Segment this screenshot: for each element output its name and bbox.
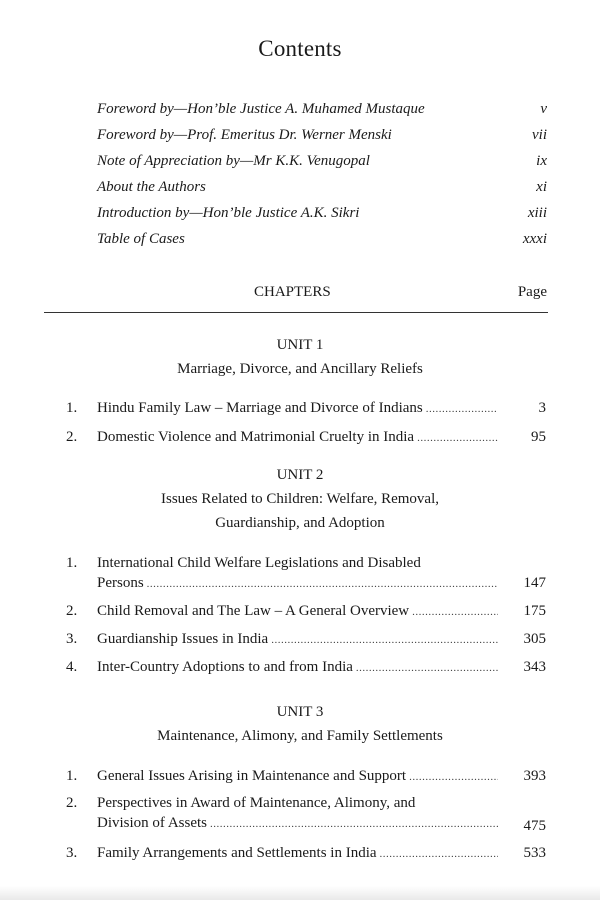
chapter-title: Child Removal and The Law – A General Overview bbox=[97, 603, 410, 619]
chapter-title: Hindu Family Law – Marriage and Divorce of Indians bbox=[97, 400, 423, 416]
dot-leader bbox=[426, 398, 498, 419]
unit-subtitle: Issues Related to Children: Welfare, Removal, bbox=[160, 491, 440, 507]
chapter-title: Family Arrangements and Settlements in India bbox=[97, 845, 377, 861]
chapter-page: 343 bbox=[523, 659, 546, 675]
dot-leader bbox=[271, 629, 498, 650]
chapter-page: 3 bbox=[538, 400, 546, 416]
front-matter-label: Introduction by—Hon’ble Justice A.K. Sikri bbox=[97, 205, 360, 221]
chapter-number: 2. bbox=[66, 603, 78, 619]
page-title: Contents bbox=[258, 36, 342, 61]
dot-leader bbox=[210, 813, 498, 834]
chapter-number: 1. bbox=[66, 400, 78, 416]
front-matter-item[interactable] bbox=[97, 96, 547, 122]
front-matter-label: Foreword by—Hon’ble Justice A. Muhamed Mustaque bbox=[97, 101, 425, 117]
unit-heading bbox=[0, 700, 600, 748]
chapter-page: 95 bbox=[531, 429, 546, 445]
front-matter-item[interactable] bbox=[97, 174, 547, 200]
front-matter-page: v bbox=[540, 101, 547, 117]
front-matter-item[interactable] bbox=[97, 148, 547, 174]
front-matter-label: Foreword by—Prof. Emeritus Dr. Werner Menski bbox=[97, 127, 392, 143]
front-matter-item[interactable] bbox=[97, 226, 547, 252]
chapter-page: 533 bbox=[523, 845, 546, 861]
unit-title: UNIT 3 bbox=[276, 704, 324, 720]
front-matter-label: About the Authors bbox=[97, 179, 206, 195]
page-edge-shadow bbox=[0, 886, 600, 900]
chapter-page: 147 bbox=[523, 575, 546, 591]
unit-heading bbox=[0, 463, 600, 535]
front-matter-page: xiii bbox=[527, 205, 547, 221]
page-column-label: Page bbox=[517, 284, 547, 300]
unit-subtitle: Maintenance, Alimony, and Family Settlements bbox=[157, 728, 443, 744]
chapter-number: 1. bbox=[66, 555, 78, 571]
chapter-title: Inter-Country Adoptions to and from India bbox=[97, 659, 353, 675]
chapter-title: Division of Assets bbox=[97, 815, 208, 831]
chapter-title: Guardianship Issues in India bbox=[97, 631, 269, 647]
chapter-page: 475 bbox=[523, 818, 546, 834]
chapter-page: 305 bbox=[523, 631, 546, 647]
dot-leader bbox=[417, 427, 498, 448]
front-matter-item[interactable] bbox=[97, 200, 547, 226]
chapter-page: 393 bbox=[523, 768, 546, 784]
chapter-number: 2. bbox=[66, 429, 78, 445]
chapter-title: International Child Welfare Legislations and Disabled bbox=[97, 555, 421, 571]
chapter-page: 175 bbox=[523, 603, 546, 619]
dot-leader bbox=[412, 601, 498, 622]
front-matter-label: Table of Cases bbox=[97, 231, 185, 247]
dot-leader bbox=[409, 766, 498, 787]
chapter-number: 4. bbox=[66, 659, 78, 675]
front-matter-page: vii bbox=[532, 127, 547, 143]
front-matter-page: xi bbox=[536, 179, 547, 195]
unit-title: UNIT 1 bbox=[276, 337, 324, 353]
unit-subtitle: Guardianship, and Adoption bbox=[215, 515, 385, 531]
front-matter-item[interactable] bbox=[97, 122, 547, 148]
chapter-title: General Issues Arising in Maintenance and Support bbox=[97, 768, 407, 784]
chapter-title: Persons bbox=[97, 575, 144, 591]
unit-title: UNIT 2 bbox=[276, 467, 324, 483]
unit-heading bbox=[0, 333, 600, 381]
front-matter-page: ix bbox=[536, 153, 547, 169]
chapter-number: 3. bbox=[66, 631, 78, 647]
front-matter-label: Note of Appreciation by—Mr K.K. Venugopal bbox=[97, 153, 370, 169]
front-matter-list bbox=[97, 96, 547, 252]
chapters-label: CHAPTERS bbox=[254, 284, 331, 300]
header-rule bbox=[44, 312, 548, 313]
chapter-number: 3. bbox=[66, 845, 78, 861]
dot-leader bbox=[380, 843, 498, 864]
unit-subtitle: Marriage, Divorce, and Ancillary Reliefs bbox=[177, 361, 423, 377]
chapter-number: 1. bbox=[66, 768, 78, 784]
dot-leader bbox=[147, 573, 498, 594]
dot-leader bbox=[356, 657, 498, 678]
chapter-title: Perspectives in Award of Maintenance, Alimony, and bbox=[97, 795, 416, 811]
front-matter-page: xxxi bbox=[522, 231, 547, 247]
chapter-number: 2. bbox=[66, 795, 78, 811]
chapter-title: Domestic Violence and Matrimonial Cruelty in India bbox=[97, 429, 415, 445]
